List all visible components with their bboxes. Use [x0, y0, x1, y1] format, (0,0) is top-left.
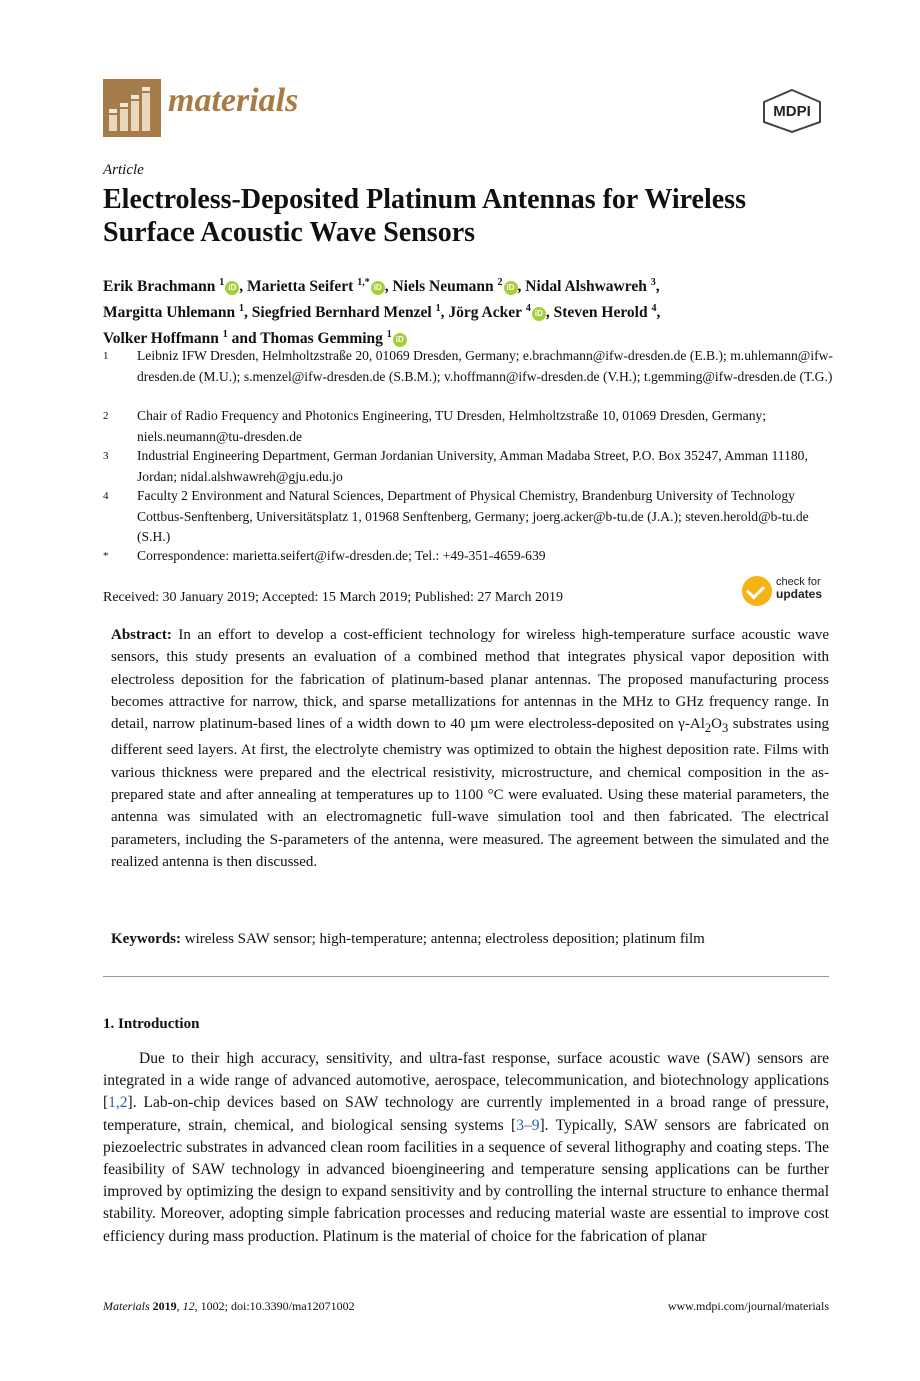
correspondence-text: Correspondence: marietta.seifert@ifw-dresden.de; Tel.: +49-351-4659-639	[137, 548, 546, 563]
author-affil-sup: 1,*	[357, 277, 370, 288]
orcid-icon[interactable]: iD	[393, 333, 407, 347]
author-affil-sup: 4	[651, 303, 657, 315]
keywords-label: Keywords:	[111, 931, 181, 947]
article-title: Electroless-Deposited Platinum Antennas for Wireless Surface Acoustic Wave Sensors	[103, 184, 746, 248]
footer-citation: Materials 2019, 12, 1002; doi:10.3390/ma12071002	[103, 1299, 355, 1313]
keywords-text: wireless SAW sensor; high-temperature; antenna; electroless deposition; platinum film	[184, 931, 705, 947]
author-affil-sup: 4	[525, 303, 531, 315]
affiliation-text: Faculty 2 Environment and Natural Sciences, Department of Physical Chemistry, Brandenburg University of Technology Cottbus-Senftenberg, Universitätsplatz 1, 01968 Senftenberg, Germany; joerg.acker@b-tu.de (J.A.); steven.herold@b-tu.de (S.H.)	[137, 488, 809, 544]
author-conjunction: and	[231, 330, 257, 348]
affiliation-item	[103, 346, 833, 387]
paragraph-text: ]. Typically, SAW sensors are fabricated on piezoelectric substrates in advanced clean room facilities in a sequence of several lithography and coating steps. The feasibility of SAW technology in advanced bioengineering and temperature sensing applications can be further improved by optimizing the design to expand sensitivity and by controlling the internal structure to enhance thermal stability. Moreover, adopting simple fabrication processes and reducing material waste are essential to improve cost efficiency during mass production. Platinum is the material of choice for the fabrication of planar	[103, 1116, 830, 1245]
check-for-updates-button[interactable]	[742, 574, 832, 608]
author-name[interactable]: Erik Brachmann	[103, 278, 216, 296]
mdpi-logo[interactable]	[760, 88, 824, 134]
keywords	[111, 931, 829, 948]
footer-doi[interactable]: , 1002; doi:10.3390/ma12071002	[194, 1299, 355, 1313]
orcid-icon[interactable]: iD	[532, 307, 546, 321]
author-name[interactable]: Jörg Acker	[448, 304, 522, 322]
author-name[interactable]: Thomas Gemming	[260, 330, 383, 348]
correspondence-item	[103, 546, 833, 567]
orcid-icon[interactable]: iD	[504, 281, 518, 295]
citation-link[interactable]: 1,2	[108, 1094, 128, 1112]
affiliation-text: Industrial Engineering Department, German Jordanian University, Amman Madaba Street, P.O. Box 35247, Amman 11180, Jordan; nidal.alshwawreh@gju.edu.jo	[137, 448, 808, 484]
footer-journal-url[interactable]: www.mdpi.com/journal/materials	[667, 1299, 829, 1313]
author-name[interactable]: Nidal Alshwawreh	[525, 278, 647, 296]
author-affil-sup: 3	[650, 277, 656, 288]
paragraph-text: ]. Lab-on-chip devices based on SAW technology are currently implemented in a broad range of pressure, temperature, strain, chemical, and biological sensing systems [	[103, 1094, 829, 1134]
affiliation-item	[103, 446, 833, 487]
orcid-icon[interactable]: iD	[371, 281, 385, 295]
author-affil-sup: 1	[435, 303, 441, 315]
author-name[interactable]: Margitta Uhlemann	[103, 304, 236, 322]
author-affil-sup: 1	[222, 329, 228, 341]
abstract-text: O	[711, 716, 723, 733]
author-name[interactable]: Marietta Seifert	[247, 278, 354, 296]
subscript: 3	[722, 721, 729, 736]
author-name[interactable]: Niels Neumann	[392, 278, 494, 296]
author-affil-sup: 1	[386, 329, 392, 341]
orcid-icon[interactable]: iD	[225, 281, 239, 295]
publisher-name: MDPI	[773, 103, 811, 120]
abstract	[111, 624, 829, 873]
affiliation-text: Chair of Radio Frequency and Photonics Engineering, TU Dresden, Helmholtzstraße 10, 01069 Dresden, Germany; niels.neumann@tu-dresden.de	[137, 408, 767, 444]
section-heading: 1. Introduction	[103, 1016, 200, 1032]
author-name[interactable]: Steven Herold	[553, 304, 648, 322]
affiliation-item	[103, 486, 833, 548]
author-affil-sup: 2	[497, 277, 503, 288]
affiliation-number: 1	[103, 350, 109, 362]
abstract-label: Abstract:	[111, 627, 172, 643]
section-divider	[103, 976, 829, 977]
materials-journal-logo-icon	[103, 79, 161, 137]
journal-name[interactable]: materials	[168, 82, 299, 119]
author-affil-sup: 1	[239, 303, 245, 315]
affiliation-number: 2	[103, 410, 109, 422]
author-list: Erik Brachmann $^1$ iD , Marietta Seifert $^{1,*}$ iD , Niels Neumann $^2$ iD , Nidal Alshwawreh $^3$, Margitta Uhlemann $^1$, Siegfried Bernhard Menzel $^1$, Jörg Acker $^4$ iD , Steven Herold $^4$, Volker Hoffmann $^1$ and Thomas Gemming $^1$ iD	[103, 277, 661, 348]
footer-volume: 12	[182, 1299, 195, 1313]
publication-dates: Received: 30 January 2019; Accepted: 15 March 2019; Published: 27 March 2019	[103, 590, 563, 605]
author-name[interactable]: Siegfried Bernhard Menzel	[251, 304, 432, 322]
correspondence-marker: *	[103, 550, 109, 562]
abstract-text: substrates using different seed layers. At first, the electrolyte chemistry was optimized to obtain the highest deposition rate. Films with various thickness were prepared and the electrical resistivity, microstructure, and chemical composition in the as-prepared state and after annealing at temperatures up to 1100 °C were evaluated. Using these material parameters, the antenna was simulated with an electromagnetic full-wave simulation tool and then fabricated. The electrical parameters, including the S-parameters of the antenna, were measured. The agreement between the simulated and the realized antenna is then discussed.	[111, 716, 829, 870]
footer-journal: Materials	[103, 1299, 150, 1313]
footer-year: 2019	[152, 1299, 177, 1313]
subscript: 2	[704, 721, 712, 736]
author-name[interactable]: Volker Hoffmann	[103, 330, 219, 348]
affiliation-number: 4	[103, 490, 109, 502]
paragraph-text: Due to their high accuracy, sensitivity, and ultra-fast response, surface acoustic wave (SAW) sensors are integrated in a wide range of advanced automotive, aerospace, telecommunication, and biotechnology applications [	[103, 1050, 829, 1112]
abstract-text: In an effort to develop a cost-efficient technology for wireless high-temperature surface acoustic wave sensors, this study presents an evaluation of a combined method that integrates physical vapor deposition with electroless deposition for the fabrication of platinum-based planar antennas. The proposed manufacturing process becomes attractive for narrow, thick, and sparse metallizations for antennas in the MHz to GHz frequency range. In detail, narrow platinum-based lines of a width down to 40 µm were electroless-deposited on γ-Al	[111, 627, 830, 733]
introduction-paragraph	[103, 1048, 829, 1248]
citation-link[interactable]: 3–9	[516, 1116, 540, 1134]
affiliation-item	[103, 406, 833, 447]
article-type: Article	[103, 162, 144, 178]
author-affil-sup: 1	[219, 277, 225, 288]
affiliation-number: 3	[103, 450, 109, 462]
affiliation-text: Leibniz IFW Dresden, Helmholtzstraße 20, 01069 Dresden, Germany; e.brachmann@ifw-dresden.de (E.B.); m.uhlemann@ifw-dresden.de (M.U.); s.menzel@ifw-dresden.de (S.B.M.); v.hoffmann@ifw-dresden.de (V.H.); t.gemming@ifw-dresden.de (T.G.)	[137, 348, 833, 384]
checkmark-icon	[742, 576, 772, 606]
check-updates-label: check for updates	[776, 576, 823, 601]
